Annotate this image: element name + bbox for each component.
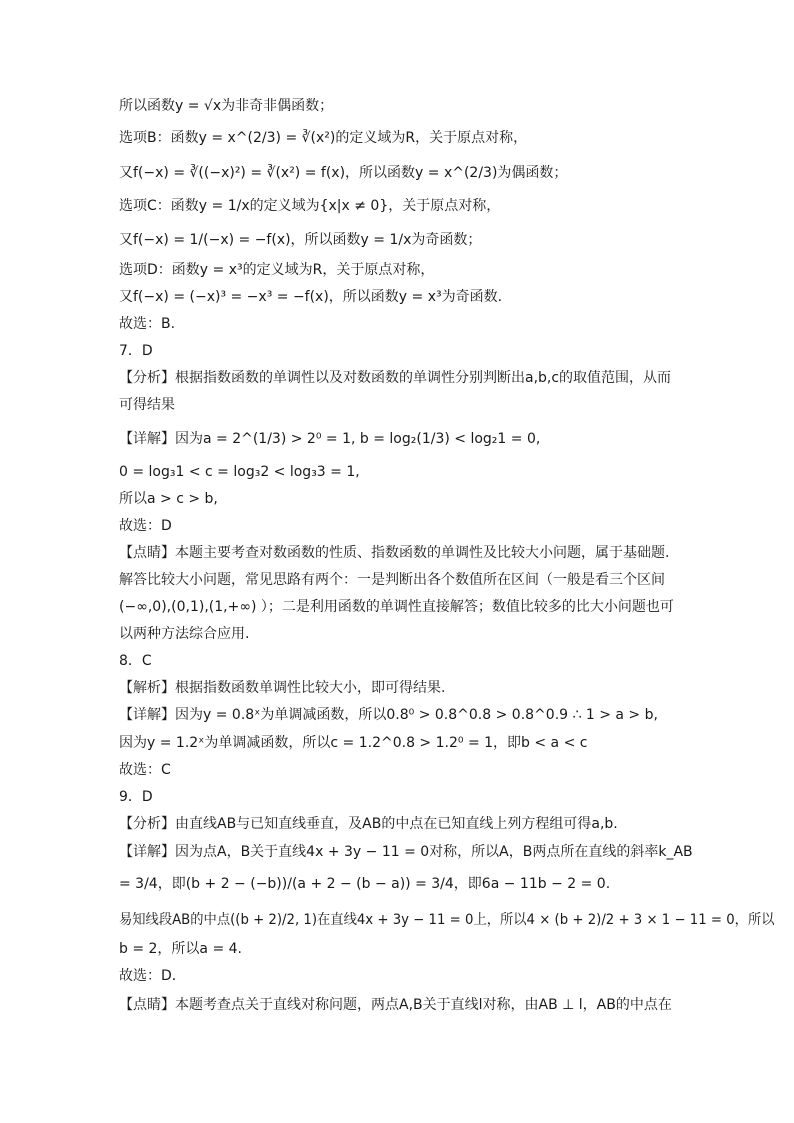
text-line: 因为y = 1.2ˣ为单调减函数，所以c = 1.2^0.8 > 1.2⁰ = 1，即b < a < c (119, 735, 588, 751)
text-line: 选项C：函数y = 1/x的定义域为{x|x ≠ 0}，关于原点对称， (119, 198, 501, 214)
question-number: 9．D (119, 789, 153, 805)
text-line: 故选：D (119, 518, 172, 534)
text-line: 【分析】由直线AB与已知直线垂直，及AB的中点在已知直线上列方程组可得a,b. (119, 816, 618, 832)
text-line: 0 = log₃1 < c = log₃2 < log₃3 = 1, (119, 464, 360, 480)
text-line: 【详解】因为y = 0.8ˣ为单调减函数，所以0.8⁰ > 0.8^0.8 > 0.8^0.9 ∴ 1 > a > b, (119, 707, 658, 723)
text-line: 【详解】因为a = 2^(1/3) > 2⁰ = 1, b = log₂(1/3) < log₂1 = 0, (119, 431, 541, 447)
text-line: 又f(−x) = (−x)³ = −x³ = −f(x)，所以函数y = x³为奇函数. (119, 289, 503, 305)
text-line: 以两种方法综合应用. (119, 626, 250, 642)
text-line: 所以a > c > b, (119, 491, 218, 507)
text-line: 又f(−x) = 1/(−x) = −f(x)，所以函数y = 1/x为奇函数； (119, 232, 482, 248)
text-line: 【点睛】本题主要考查对数函数的性质、指数函数的单调性及比较大小问题，属于基础题. (119, 545, 670, 561)
text-line: 易知线段AB的中点((b + 2)/2, 1)在直线4x + 3y − 11 = 0上，所以4 × (b + 2)/2 + 3 × 1 − 11 = 0，所以 (119, 912, 775, 928)
text-line: (−∞,0),(0,1),(1,+∞) ）；二是利用函数的单调性直接解答；数值比较多的比大小问题也可 (119, 599, 674, 615)
text-line: 【解析】根据指数函数单调性比较大小，即可得结果. (119, 680, 446, 696)
text-line: 选项D：函数y = x³的定义域为R，关于原点对称， (119, 262, 435, 278)
text-line: 【分析】根据指数函数的单调性以及对数函数的单调性分别判断出a,b,c的取值范围，从而 (119, 370, 672, 386)
text-line: 又f(−x) = ∛((−x)²) = ∛(x²) = f(x)，所以函数y = x^(2/3)为偶函数； (119, 165, 568, 181)
text-line: 【详解】因为点A，B关于直线4x + 3y − 11 = 0对称，所以A，B两点所在直线的斜率k_AB (119, 844, 693, 860)
text-line: 故选：D． (119, 968, 186, 984)
question-number: 7．D (119, 343, 153, 359)
text-line: 选项B：函数y = x^(2/3) = ∛(x²)的定义域为R，关于原点对称， (119, 130, 528, 146)
text-line: 可得结果 (119, 397, 175, 413)
text-line: 所以函数y = √x为非奇非偶函数； (119, 98, 334, 114)
text-line: 故选：C (119, 762, 171, 778)
text-line: b = 2，所以a = 4. (119, 941, 242, 957)
text-line: 【点睛】本题考查点关于直线对称问题，两点A,B关于直线l对称，由AB ⊥ l，AB的中点在 (119, 997, 672, 1013)
text-line: 故选：B. (119, 316, 176, 332)
text-line: 解答比较大小问题，常见思路有两个：一是判断出各个数值所在区间（一般是看三个区间 (119, 572, 665, 588)
text-line: = 3/4，即(b + 2 − (−b))/(a + 2 − (b − a)) = 3/4，即6a − 11b − 2 = 0. (119, 876, 611, 892)
question-number: 8．C (119, 653, 152, 669)
